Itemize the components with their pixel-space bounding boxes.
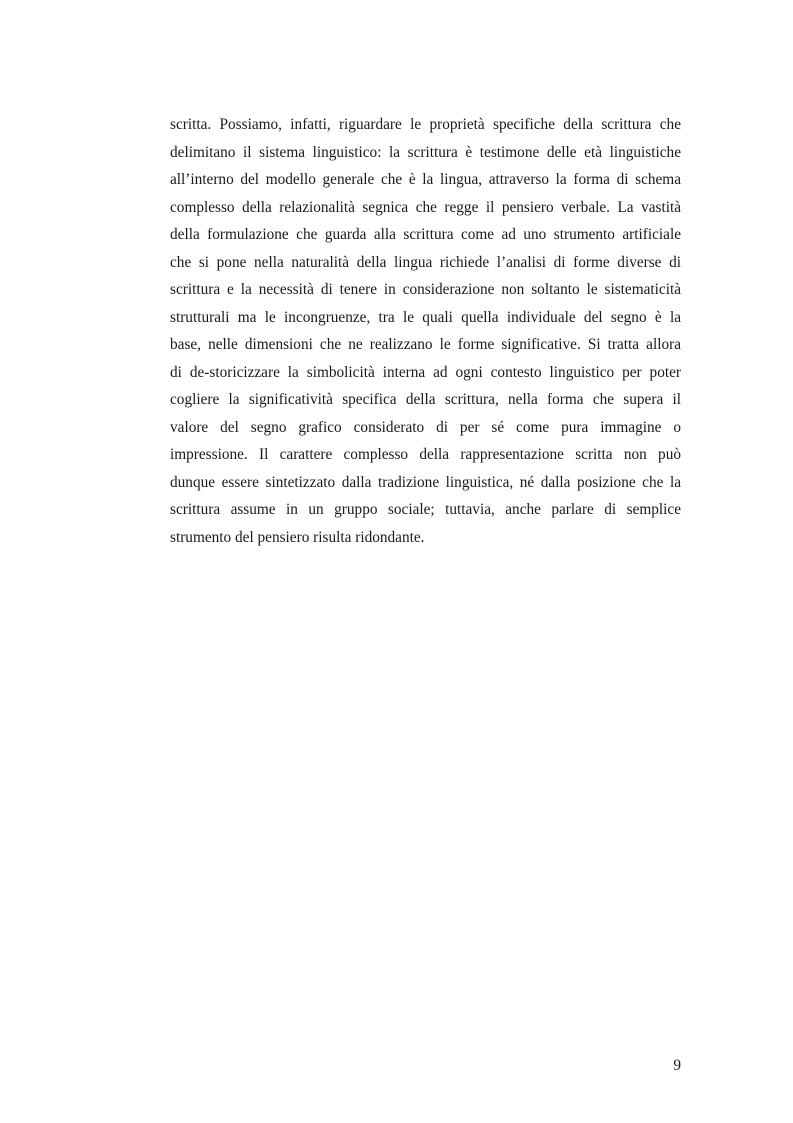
paragraph-line: di de-storicizzare la simbolicità interna ad ogni contesto linguistico per poter	[170, 363, 681, 381]
paragraph-line: strumento del pensiero risulta ridondante.	[170, 528, 425, 546]
paragraph-line: valore del segno grafico considerato di per sé come pura immagine o	[170, 418, 681, 436]
paragraph-line: all’interno del modello generale che è la lingua, attraverso la forma di schema	[170, 171, 681, 188]
paragraph-line: scritta. Possiamo, infatti, riguardare le proprietà specifiche della scrittura che	[170, 116, 681, 133]
paragraph-line: scrittura e la necessità di tenere in considerazione non soltanto le sistematicità	[170, 281, 681, 298]
paragraph-line: che si pone nella naturalità della lingua richiede l’analisi di forme diverse di	[170, 253, 681, 271]
paragraph-line: complesso della relazionalità segnica che regge il pensiero verbale. La vastità	[170, 198, 681, 216]
paragraph-line: delimitano il sistema linguistico: la scrittura è testimone delle età linguistiche	[170, 143, 681, 161]
paragraph-line: della formulazione che guarda alla scrittura come ad uno strumento artificiale	[170, 226, 681, 243]
paragraph-line: dunque essere sintetizzato dalla tradizione linguistica, né dalla posizione che la	[170, 473, 681, 491]
page-number: 9	[673, 1057, 681, 1074]
body-paragraph	[170, 111, 681, 551]
paragraph-line: strutturali ma le incongruenze, tra le quali quella individuale del segno è la	[170, 308, 681, 326]
paragraph-line: base, nelle dimensioni che ne realizzano le forme significative. Si tratta allora	[170, 336, 681, 353]
paragraph-line: impressione. Il carattere complesso della rappresentazione scritta non può	[170, 446, 681, 463]
paragraph-line: scrittura assume in un gruppo sociale; tuttavia, anche parlare di semplice	[170, 501, 681, 518]
paragraph-line: cogliere la significatività specifica della scrittura, nella forma che supera il	[170, 391, 681, 408]
